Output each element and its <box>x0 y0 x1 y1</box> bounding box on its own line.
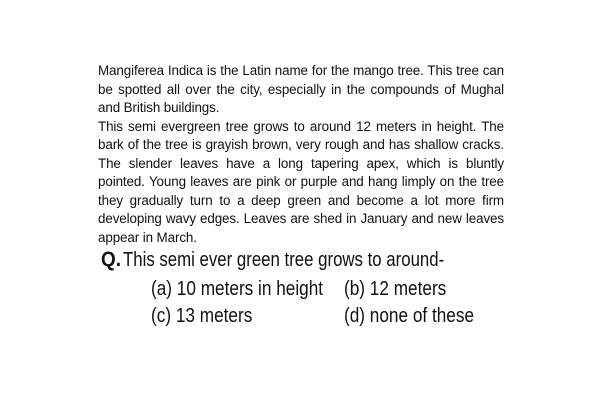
options-row-2 <box>101 305 501 332</box>
question-stem: This semi ever green tree grows to around- <box>123 249 445 271</box>
passage-paragraph-1: Mangiferea Indica is the Latin name for the mango tree. This tree can be spotted all over the city, especially in the compounds of Mughal and British buildings. <box>98 63 504 115</box>
question-label: Q. <box>101 248 121 271</box>
option-d: (d) none of these <box>344 305 475 327</box>
question-block <box>101 248 501 332</box>
reading-passage <box>98 62 504 247</box>
question-row <box>101 248 501 278</box>
option-b: (b) 12 meters <box>344 278 447 300</box>
option-c: (c) 13 meters <box>151 305 253 327</box>
options-row-1 <box>101 278 501 305</box>
option-a: (a) 10 meters in height <box>151 278 324 300</box>
passage-paragraph-2: This semi evergreen tree grows to around 12 meters in height. The bark of the tree is grayish brown, very rough and has shallow cracks. The slender leaves have a long tapering apex, which is bluntly pointed. Young leaves are pink or purple and hang limply on the tree they gradually turn to a deep green and become a lot more firm developing wavy edges. Leaves are shed in January and new leaves appear in March. <box>98 118 504 245</box>
